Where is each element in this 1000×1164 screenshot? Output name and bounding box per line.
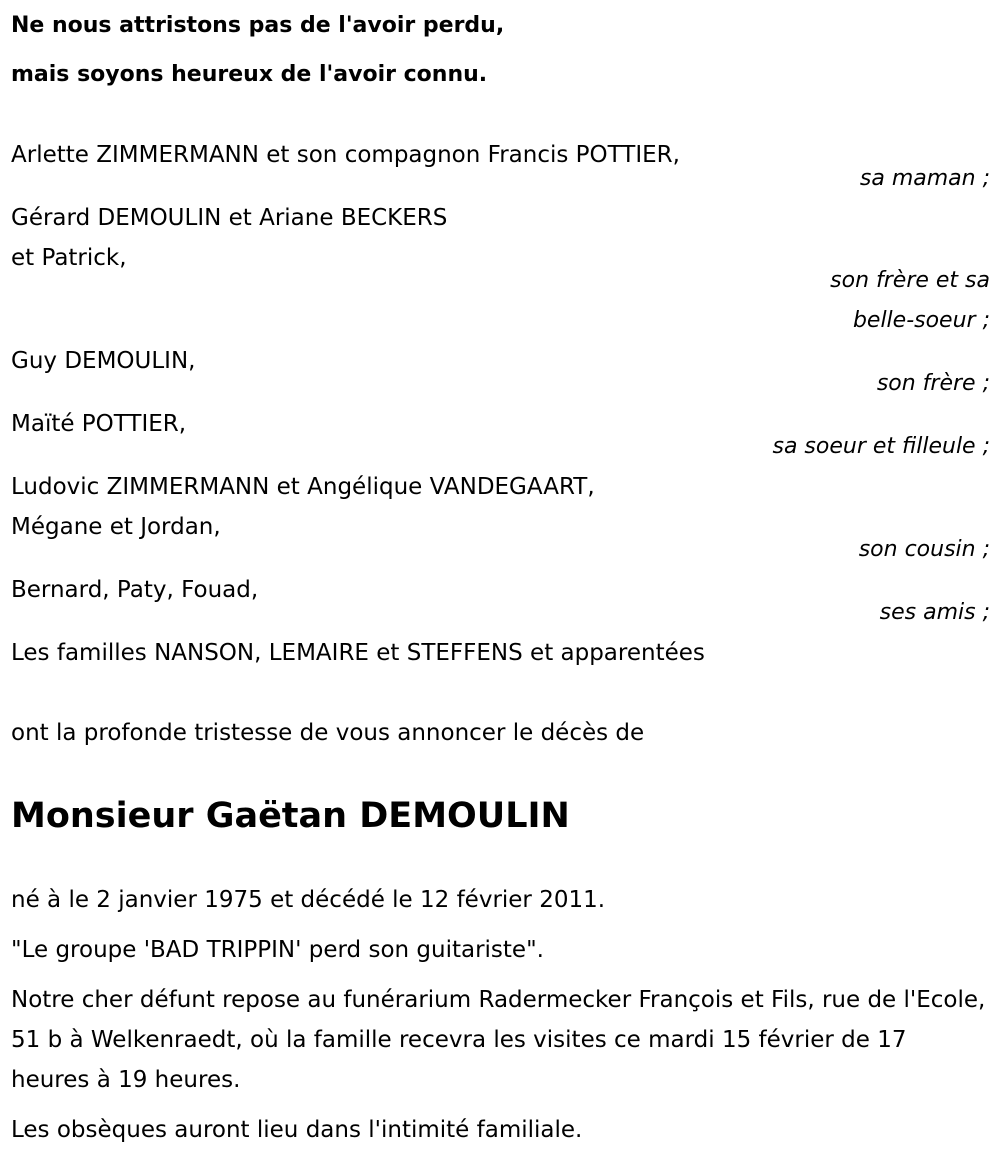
family-names-patrick: et Patrick, bbox=[11, 245, 127, 271]
relation-frere-belle-soeur-1: son frère et sa bbox=[830, 268, 990, 293]
deceased-name: Monsieur Gaëtan DEMOULIN bbox=[11, 796, 570, 836]
family-names-megane: Mégane et Jordan, bbox=[11, 514, 221, 540]
family-names-guy: Guy DEMOULIN, bbox=[11, 348, 196, 374]
relation-ses-amis: ses amis ; bbox=[879, 600, 990, 625]
relation-sa-maman: sa maman ; bbox=[859, 166, 990, 191]
announcement-text: ont la profonde tristesse de vous annoncer le décès de bbox=[11, 720, 645, 746]
repose-paragraph: Notre cher défunt repose au funérarium Radermecker François et Fils, rue de l'Ecole, 51 b à Welkenraedt, où la famille recevra les visites ce mardi 15 février de 17 heures à 19 heures. bbox=[11, 987, 986, 1093]
birth-death-text: né à le 2 janvier 1975 et décédé le 12 février 2011. bbox=[11, 887, 606, 913]
family-names-amis: Bernard, Paty, Fouad, bbox=[11, 577, 259, 603]
family-names-familles: Les familles NANSON, LEMAIRE et STEFFENS et apparentées bbox=[11, 640, 705, 666]
family-names-arlette: Arlette ZIMMERMANN et son compagnon Francis POTTIER, bbox=[11, 142, 680, 168]
funeral-text: Les obsèques auront lieu dans l'intimité familiale. bbox=[11, 1117, 583, 1143]
relation-son-cousin: son cousin ; bbox=[858, 537, 990, 562]
family-names-ludovic: Ludovic ZIMMERMANN et Angélique VANDEGAART, bbox=[11, 474, 595, 500]
epitaph-line-2: mais soyons heureux de l'avoir connu. bbox=[11, 62, 488, 87]
band-quote-text: "Le groupe 'BAD TRIPPIN' perd son guitariste". bbox=[11, 937, 544, 963]
family-names-gerard: Gérard DEMOULIN et Ariane BECKERS bbox=[11, 205, 448, 231]
relation-frere-belle-soeur-2: belle-soeur ; bbox=[852, 308, 990, 333]
family-names-maite: Maïté POTTIER, bbox=[11, 411, 187, 437]
epitaph-line-1: Ne nous attristons pas de l'avoir perdu, bbox=[11, 13, 505, 38]
relation-son-frere: son frère ; bbox=[876, 371, 990, 396]
relation-soeur-filleule: sa soeur et filleule ; bbox=[772, 434, 990, 459]
